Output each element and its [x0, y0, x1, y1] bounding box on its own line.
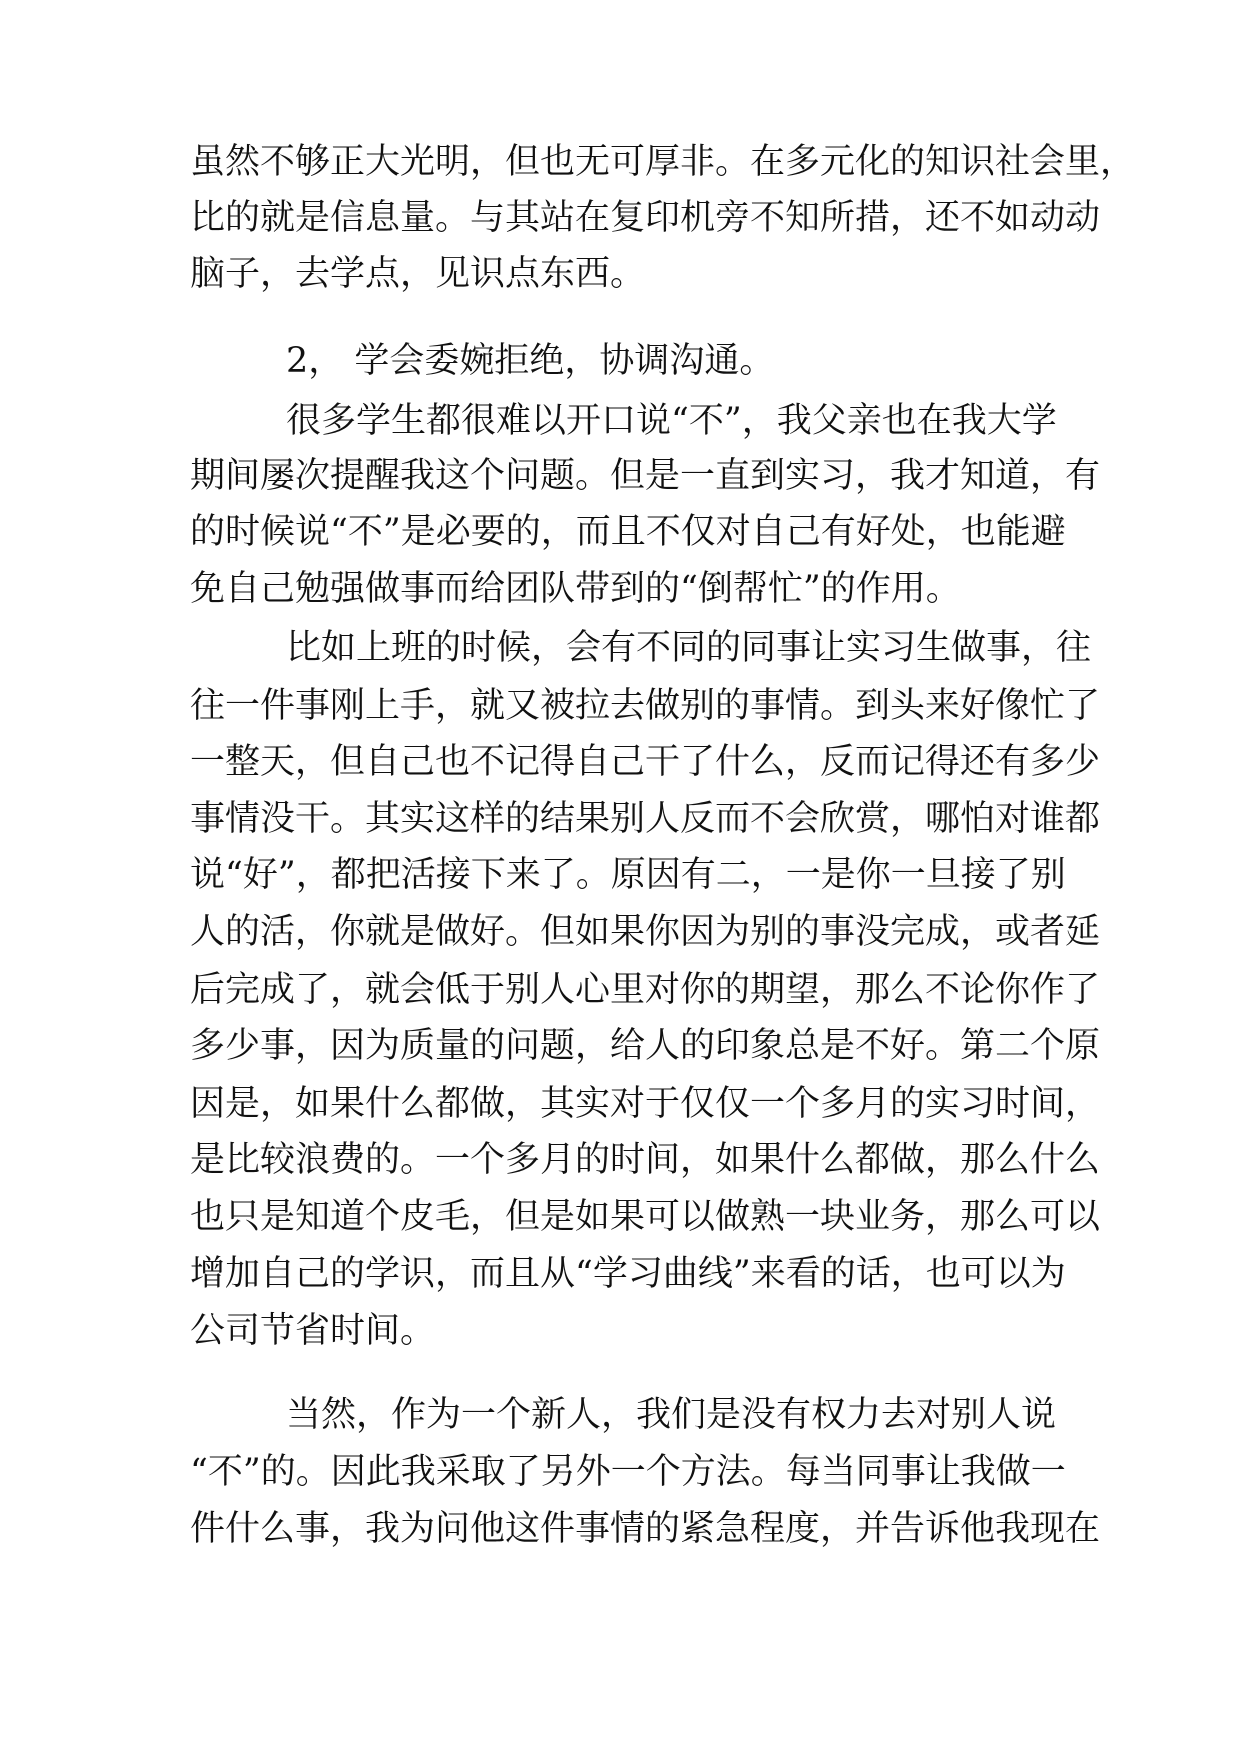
text-line: 往一件事刚上手，就又被拉去做别的事情。到头来好像忙了 [190, 686, 1101, 726]
text-line: 期间屡次提醒我这个问题。但是一直到实习，我才知道，有 [190, 456, 1101, 496]
text-line: 很多学生都很难以开口说“不”，我父亲也在我大学 [286, 401, 1057, 441]
text-line: 脑子，去学点，见识点东西。 [190, 254, 646, 294]
text-line: 事情没干。其实这样的结果别人反而不会欣赏，哪怕对谁都 [190, 799, 1101, 839]
text-line: 是比较浪费的。一个多月的时间，如果什么都做，那么什么 [190, 1140, 1101, 1180]
text-line: 增加自己的学识，而且从“学习曲线”来看的话，也可以为 [190, 1254, 1066, 1294]
text-line: 说“好”，都把活接下来了。原因有二，一是你一旦接了别 [190, 855, 1066, 895]
text-line: 的时候说“不”是必要的，而且不仅对自己有好处，也能避 [190, 512, 1066, 552]
text-line: 后完成了，就会低于别人心里对你的期望，那么不论你作了 [190, 970, 1101, 1010]
text-line: 多少事，因为质量的问题，给人的印象总是不好。第二个原 [190, 1026, 1101, 1066]
text-line: 因是，如果什么都做，其实对于仅仅一个多月的实习时间， [190, 1084, 1101, 1124]
text-line: 当然，作为一个新人，我们是没有权力去对别人说 [286, 1395, 1057, 1435]
text-line: 件什么事，我为问他这件事情的紧急程度，并告诉他我现在 [190, 1509, 1101, 1549]
text-line: 一整天，但自己也不记得自己干了什么，反而记得还有多少 [190, 742, 1101, 782]
section-heading: 2， 学会委婉拒绝，协调沟通。 [286, 341, 775, 381]
text-line: 也只是知道个皮毛，但是如果可以做熟一块业务，那么可以 [190, 1197, 1101, 1237]
text-line: 比如上班的时候，会有不同的同事让实习生做事，往 [286, 628, 1092, 668]
text-line: “不”的。因此我采取了另外一个方法。每当同事让我做一 [190, 1452, 1066, 1492]
text-line: 比的就是信息量。与其站在复印机旁不知所措，还不如动动 [190, 198, 1101, 238]
text-line: 人的活，你就是做好。但如果你因为别的事没完成，或者延 [190, 912, 1101, 952]
text-line: 公司节省时间。 [190, 1311, 436, 1351]
text-line: 虽然不够正大光明，但也无可厚非。在多元化的知识社会里， [190, 142, 1136, 182]
text-line: 免自己勉强做事而给团队带到的“倒帮忙”的作用。 [190, 569, 961, 609]
